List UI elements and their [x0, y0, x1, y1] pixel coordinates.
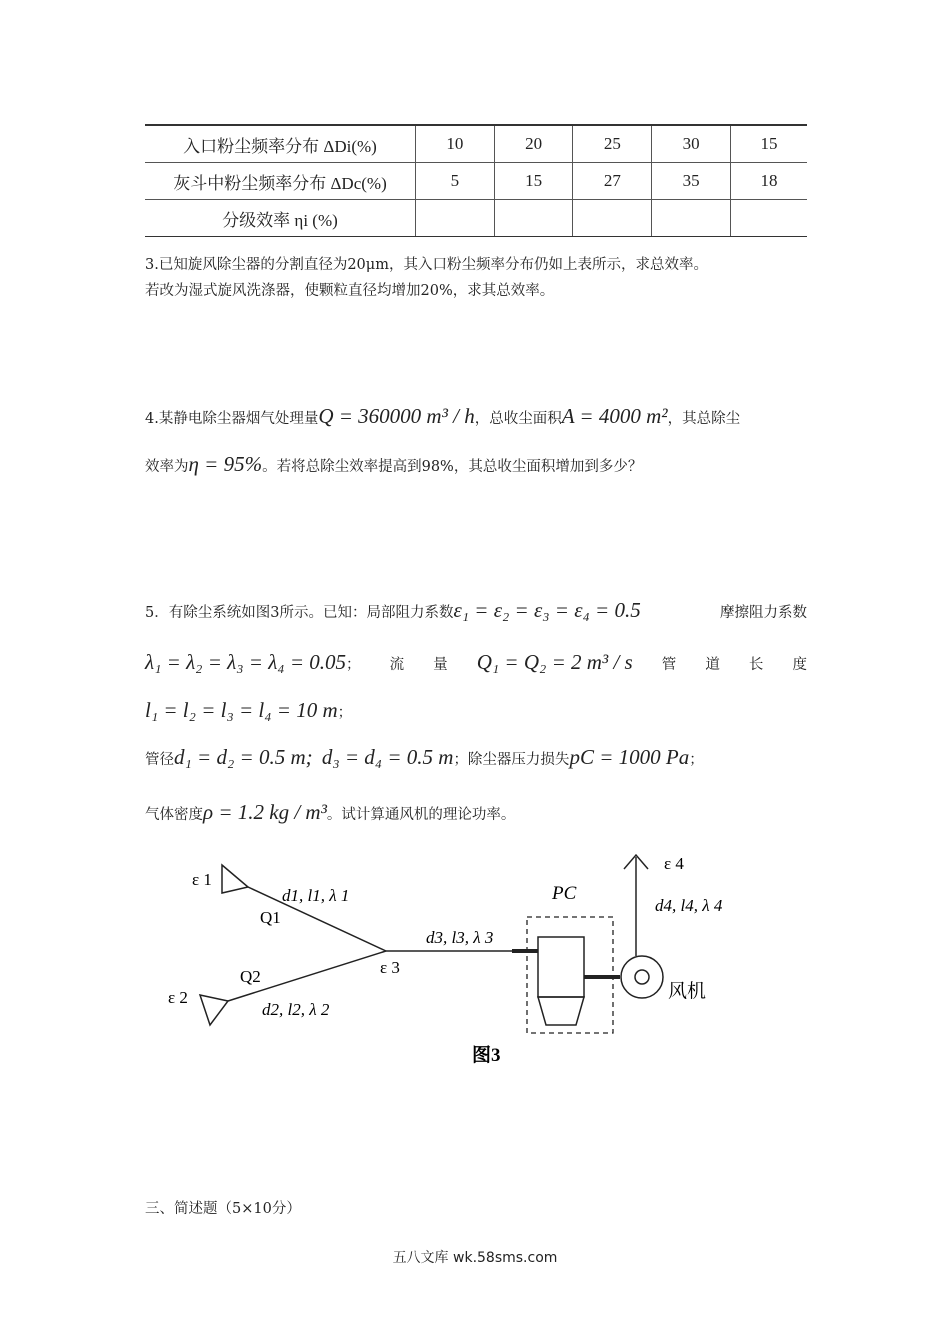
- semicolon: ；: [337, 705, 353, 721]
- q5-dia-prefix: 管径: [145, 752, 174, 768]
- semicolon: ；: [689, 752, 704, 768]
- word: 长: [748, 657, 764, 673]
- word: 道: [705, 657, 720, 673]
- cell: 15: [730, 125, 807, 163]
- q4-formula-a: A = 4000 m²: [561, 404, 668, 428]
- q4-line2: [145, 452, 642, 477]
- inlet-2-icon: [200, 995, 228, 1025]
- q5-line5: [145, 800, 807, 825]
- cell: [730, 200, 807, 237]
- label-eps2: ε 2: [168, 988, 188, 1007]
- cell: 15: [494, 163, 573, 200]
- dust-distribution-table: [145, 124, 807, 237]
- label-branch2: d2, l2, λ 2: [262, 1000, 330, 1019]
- q5-formula-eps: ε₁ = ε₂ = ε₃ = ε₄ = 0.5: [453, 598, 641, 622]
- cell: 35: [652, 163, 731, 200]
- q4-line2-suffix: 。若将总除尘效率提高到98%，其总收尘面积增加到多少？: [262, 459, 643, 475]
- label-eps3: ε 3: [380, 958, 400, 977]
- q4-prefix: 4.某静电除尘器烟气处理量: [145, 411, 319, 427]
- semicolon: ；: [346, 657, 361, 673]
- label-eps4: ε 4: [664, 854, 684, 873]
- q3-line2: 若改为湿式旋风洗涤器，使颗粒直径均增加20%，求其总效率。: [145, 283, 555, 299]
- q5-rho-suffix: 。试计算通风机的理论功率。: [326, 807, 516, 823]
- label-outlet: d4, l4, λ 4: [655, 896, 723, 915]
- q5-formula-rho: ρ = 1.2 kg / m³: [203, 800, 327, 824]
- q5-line4: [145, 745, 807, 770]
- label-pc: PC: [552, 883, 577, 904]
- cell: 18: [730, 163, 807, 200]
- q4-line2-prefix: 效率为: [145, 459, 189, 475]
- q5-formula-lambda: λ₁ = λ₂ = λ₃ = λ₄ = 0.05: [145, 650, 347, 674]
- label-q1: Q1: [260, 908, 281, 927]
- label-eps1: ε 1: [192, 870, 212, 889]
- cell: 30: [652, 125, 731, 163]
- q4-formula-eta: η = 95%: [188, 452, 263, 476]
- figure-3-diagram: [150, 845, 750, 1075]
- label-branch1: d1, l1, λ 1: [282, 886, 350, 905]
- cell: [494, 200, 573, 237]
- cell: 27: [573, 163, 652, 200]
- q5-formula-d12: d₁ = d₂ = 0.5 m;: [174, 745, 313, 769]
- label-fan: 风机: [668, 981, 707, 1002]
- word: 流: [389, 657, 405, 673]
- q4-line1: [145, 404, 740, 429]
- q5-formula-q: Q₁ = Q₂ = 2 m³ / s: [476, 650, 633, 674]
- section-3-heading: 三、简述题（5×10分）: [145, 1201, 301, 1217]
- q5-line3: [145, 698, 807, 723]
- row-label: 入口粉尘频率分布 ΔDi(%): [145, 125, 416, 163]
- q4-mid: ，总收尘面积: [474, 411, 562, 427]
- q5-formula-d34: d₃ = d₄ = 0.5 m: [321, 745, 454, 769]
- q5-line1: [145, 598, 807, 623]
- cell: [416, 200, 495, 237]
- cell: 25: [573, 125, 652, 163]
- row-label: 分级效率 ηi (%): [145, 200, 416, 237]
- word: 量: [433, 657, 448, 673]
- row-label: 灰斗中粉尘频率分布 ΔDc(%): [145, 163, 416, 200]
- cell: 20: [494, 125, 573, 163]
- cell: 10: [416, 125, 495, 163]
- q5-prefix: 5．有除尘系统如图3所示。已知：局部阻力系数: [145, 605, 454, 621]
- cell: [573, 200, 652, 237]
- table-row: [145, 200, 807, 237]
- q5-eps-suffix: 摩擦阻力系数: [720, 605, 807, 621]
- q5-line2: [145, 650, 807, 675]
- q5-pc-prefix: ；除尘器压力损失: [453, 752, 570, 768]
- word: 管: [661, 657, 677, 673]
- cell: [652, 200, 731, 237]
- fan-hub-icon: [635, 970, 649, 984]
- fan-icon: [621, 956, 663, 998]
- table-row: [145, 163, 807, 200]
- q3-line1: 3.已知旋风除尘器的分割直径为20μm，其入口粉尘频率分布仍如上表所示，求总效率。: [145, 257, 708, 273]
- word: 度: [792, 657, 807, 673]
- dust-collector-body: [538, 937, 584, 997]
- figure-caption: 图3: [472, 1045, 501, 1066]
- q4-formula-q: Q = 360000 m³ / h: [318, 404, 475, 428]
- label-q2: Q2: [240, 967, 261, 986]
- cell: 5: [416, 163, 495, 200]
- label-main: d3, l3, λ 3: [426, 928, 494, 947]
- q5-formula-pc: pC = 1000 Pa: [569, 745, 690, 769]
- q4-suffix: ，其总除尘: [667, 411, 741, 427]
- inlet-1-icon: [222, 865, 248, 893]
- page-footer: 五八文库 wk.58sms.com: [392, 1250, 558, 1266]
- q5-rho-prefix: 气体密度: [145, 807, 203, 823]
- dust-hopper: [538, 997, 584, 1025]
- q5-formula-l: l₁ = l₂ = l₃ = l₄ = 10 m: [145, 698, 338, 722]
- table-row: [145, 125, 807, 163]
